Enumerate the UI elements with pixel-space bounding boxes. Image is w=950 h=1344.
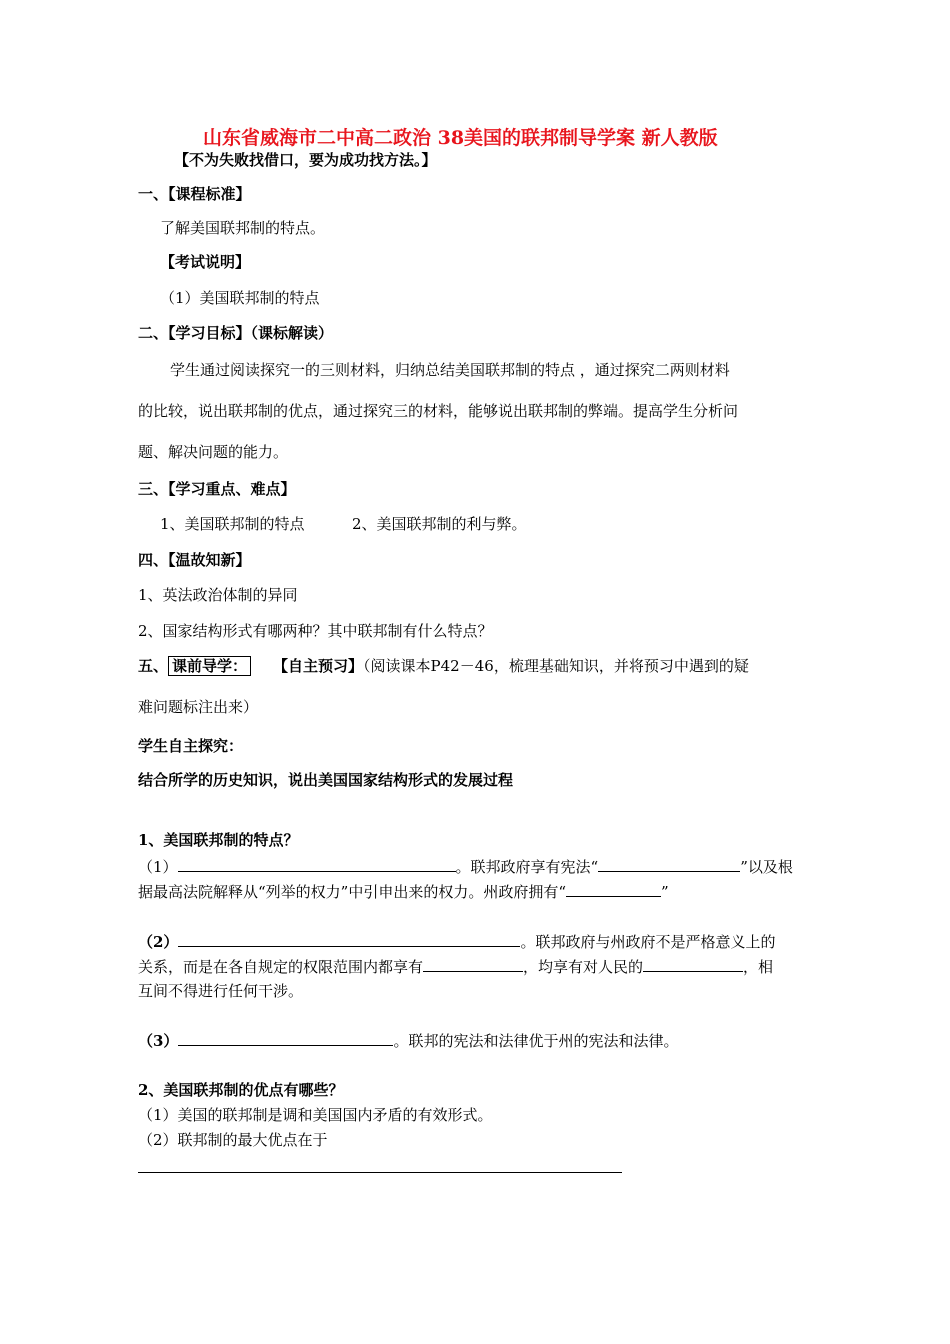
question-2-heading: 2、美国联邦制的优点有哪些？ <box>138 1081 344 1099</box>
pre-class-guide-box: 课前导学： <box>168 656 251 676</box>
q1-point-2-line-2-text: 关系，而是在各自规定的权限范围内都享有 <box>138 958 424 976</box>
q1-point-3-number: （3） <box>138 1032 179 1050</box>
question-1-heading: 1、美国联邦制的特点？ <box>138 831 299 849</box>
q2-item-2: （2）联邦制的最大优点在于 <box>138 1131 328 1149</box>
q1-point-1-line-2 <box>138 881 669 902</box>
self-explore-heading: 学生自主探究： <box>138 737 244 755</box>
fill-blank[interactable] <box>178 931 520 947</box>
q1-point-1-line-2-text: 据最高法院解释从“列举的权力”中引申出来的权力。州政府拥有“ <box>138 883 567 901</box>
self-preview-text: （阅读课本P42－46，梳理基础知识，并将预习中遇到的疑 <box>363 657 749 675</box>
section-4-heading: 四、【温故知新】 <box>138 551 251 569</box>
q1-point-2-line-2 <box>138 956 773 977</box>
key-point-2: 2、美国联邦制的利与弊。 <box>352 515 527 533</box>
section-1-heading: 一、【课程标准】 <box>138 185 251 203</box>
answer-line[interactable] <box>138 1172 622 1173</box>
review-item-2: 2、国家结构形式有哪两种？其中联邦制有什么特点？ <box>138 622 493 640</box>
q2-item-1: （1）美国的联邦制是调和美国国内矛盾的有效形式。 <box>138 1106 493 1124</box>
q1-point-2-line-1 <box>138 931 775 952</box>
q1-point-3-text: 。联邦的宪法和法律优于州的宪法和法律。 <box>393 1032 679 1050</box>
q1-point-2-line-2-mid: ，均享有对人民的 <box>523 958 644 976</box>
q1-point-1-line-1 <box>138 856 793 877</box>
history-task: 结合所学的历史知识，说出美国国家结构形式的发展过程 <box>138 771 514 789</box>
review-item-1: 1、英法政治体制的异同 <box>138 586 298 604</box>
exam-text: （1）美国联邦制的特点 <box>160 289 320 307</box>
q1-point-2-line-3: 互间不得进行任何干涉。 <box>138 982 304 1000</box>
fill-blank[interactable] <box>566 881 661 897</box>
q1-point-3-line <box>138 1030 678 1051</box>
document-title: 山东省威海市二中高二政治 38美国的联邦制导学案 新人教版 <box>203 127 718 149</box>
self-preview-text-2: 难问题标注出来） <box>138 698 259 716</box>
objective-line-1: 学生通过阅读探究一的三则材料，归纳总结美国联邦制的特点 ，通过探究二两则材料 <box>170 361 730 379</box>
section-5-line <box>138 656 749 676</box>
fill-blank[interactable] <box>598 856 740 872</box>
q1-point-1-text-b: ”以及根 <box>740 858 793 876</box>
fill-blank[interactable] <box>643 956 743 972</box>
q1-point-1-line-2-end: ” <box>661 883 669 901</box>
q1-point-2-line-2-end: ，相 <box>743 958 774 976</box>
q1-point-1-number: （1） <box>138 858 178 876</box>
q1-point-2-number: （2） <box>138 933 179 951</box>
section-3-heading: 三、【学习重点、难点】 <box>138 480 296 498</box>
exam-heading: 【考试说明】 <box>160 253 251 271</box>
fill-blank[interactable] <box>178 856 456 872</box>
key-point-1: 1、美国联邦制的特点 <box>160 515 305 533</box>
q1-point-1-text-a: 。联邦政府享有宪法“ <box>455 858 599 876</box>
section-5-prefix: 五、 <box>138 657 169 675</box>
section-2-heading: 二、【学习目标】（课标解读） <box>138 324 334 342</box>
fill-blank[interactable] <box>423 956 523 972</box>
course-standard-text: 了解美国联邦制的特点。 <box>160 219 326 237</box>
q1-point-2-text-a: 。联邦政府与州政府不是严格意义上的 <box>520 933 776 951</box>
fill-blank[interactable] <box>178 1030 393 1046</box>
self-preview-label: 【自主预习】 <box>273 657 364 675</box>
objective-line-3: 题、解决问题的能力。 <box>138 443 289 461</box>
motto: 【不为失败找借口，要为成功找方法。】 <box>174 151 437 169</box>
objective-line-2: 的比较，说出联邦制的优点，通过探究三的材料，能够说出联邦制的弊端。提高学生分析问 <box>138 402 739 420</box>
